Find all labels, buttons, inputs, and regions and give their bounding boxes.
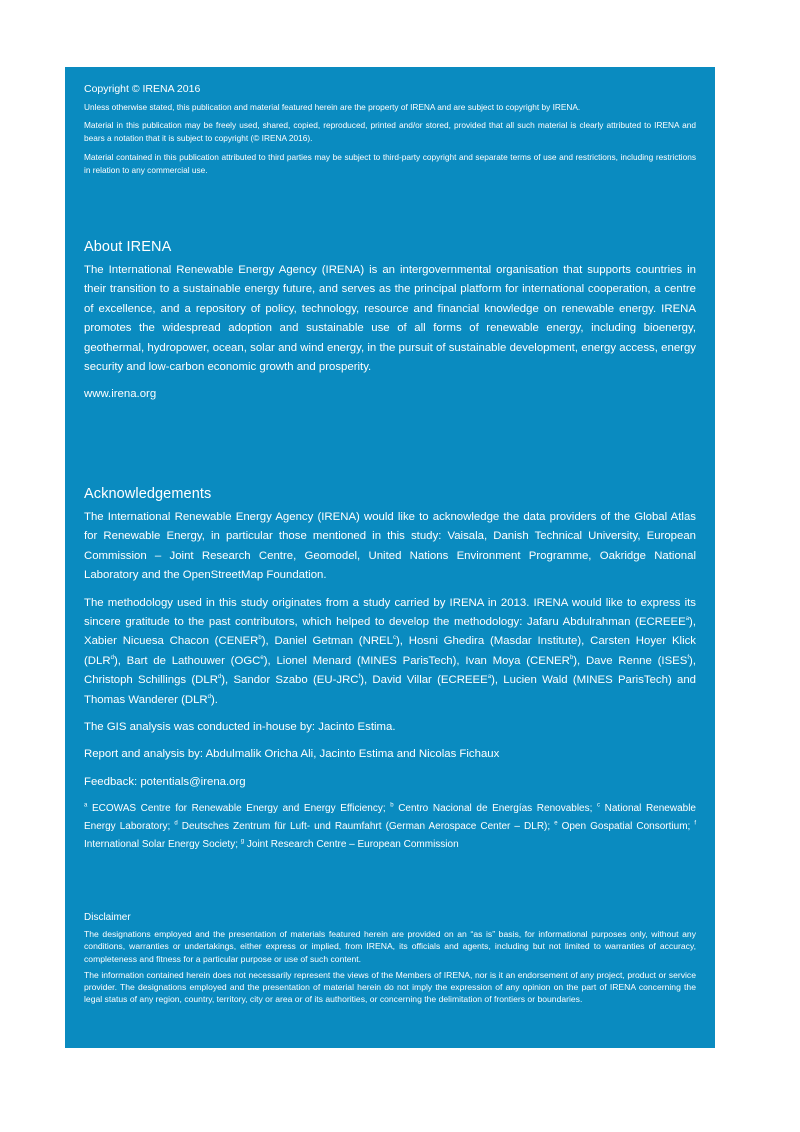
info-panel bbox=[65, 67, 715, 1048]
report-credit: Report and analysis by: Abdulmalik Oricha Ali, Jacinto Estima and Nicolas Fichaux bbox=[84, 748, 500, 761]
copyright-paragraph: Unless otherwise stated, this publication and material featured herein are the property of IRENA and are subject to copyright by IRENA. bbox=[84, 102, 581, 112]
acknowledgements-section bbox=[84, 486, 696, 854]
about-section bbox=[84, 239, 696, 405]
about-heading: About IRENA bbox=[84, 239, 172, 255]
about-paragraph: The International Renewable Energy Agency (IRENA) is an intergovernmental organisation that supports countries in their transition to a sustainable energy future, and serves as the principal platform for international cooperation, a centre of excellence, and a repository of policy, technology, resource and financial knowledge on renewable energy. IRENA promotes the widespread adoption and sustainable use of all forms of renewable energy, including bioenergy, geothermal, hydropower, ocean, solar and wind energy, in the pursuit of sustainable development, energy access, energy security and low-carbon economic growth and prosperity. bbox=[84, 264, 696, 374]
acknowledgements-heading: Acknowledgements bbox=[84, 486, 212, 502]
copyright-paragraph: Material in this publication may be freely used, shared, copied, reproduced, printed and/or stored, provided that all such material is clearly attributed to IRENA and bears a notation that it is subject to copyright (© IRENA 2016). bbox=[84, 120, 696, 144]
gis-credit: The GIS analysis was conducted in-house by: Jacinto Estima. bbox=[84, 721, 396, 734]
acknowledgements-paragraph: The International Renewable Energy Agency (IRENA) would like to acknowledge the data providers of the Global Atlas for Renewable Energy, in particular those mentioned in this study: Vaisala, Danish Technical University, European Commission – Joint Research Centre, Geomodel, United Nations Environment Programme, Oakridge National Laboratory and the OpenStreetMap Foundation. bbox=[84, 511, 696, 582]
disclaimer-paragraph: The designations employed and the presentation of materials featured herein are provided on an “as is” basis, for informational purposes only, without any conditions, warranties or undertakings, either express or implied, from IRENA, its officials and agents, including but not limited to warranties of accuracy, completeness and fitness for a particular purpose or use of such content. bbox=[84, 929, 696, 964]
affiliation-footnotes: $^a$ ECOWAS Centre for Renewable Energy and Energy Efficiency; $^b$ Centro Nacional de Energías Renovables; $^c$ National Renewable Energy Laboratory; $^d$ Deutsches Zentrum für Luft- und Raumfahrt (German Aerospace Center – DLR); $^e$ Open Gospatial Consortium; $^f$ International Solar Energy Society; $^g$ Joint Research Centre – European Commission bbox=[84, 802, 697, 851]
disclaimer-title: Disclaimer bbox=[84, 912, 131, 923]
disclaimer-section bbox=[84, 912, 696, 1010]
feedback-email[interactable]: Feedback: potentials@irena.org bbox=[84, 775, 246, 788]
copyright-title: Copyright © IRENA 2016 bbox=[84, 83, 201, 95]
copyright-section bbox=[84, 83, 696, 182]
website-link[interactable]: www.irena.org bbox=[84, 388, 157, 401]
contributors-paragraph: The methodology used in this study originates from a study carried by IRENA in 2013. IRENA would like to express its sincere gratitude to the past contributors, which helped to develop the methodology: Jafaru Abdulrahman (ECREEE$^a$), Xabier Nicuesa Chacon (CENER$^b$), Daniel Getman (NREL$^c$), Hosni Ghedira (Masdar Institute), Carsten Hoyer Klick (DLR$^d$), Bart de Lathouwer (OGC$^e$), Lionel Menard (MINES ParisTech), Ivan Moya (CENER$^b$), Dave Renne (ISES$^f$), Christoph Schillings (DLR$^d$), Sandor Szabo (EU-JRC$^f$), David Villar (ECREEE$^a$), Lucien Wald (MINES ParisTech) and Thomas Wanderer (DLR$^d$). bbox=[84, 596, 697, 706]
copyright-paragraph: Material contained in this publication attributed to third parties may be subject to third-party copyright and separate terms of use and restrictions, including restrictions in relation to any commercial use. bbox=[84, 151, 696, 175]
disclaimer-paragraph: The information contained herein does not necessarily represent the views of the Members of IRENA, nor is it an endorsement of any project, product or service provider. The designations employed and the presentation of material herein do not imply the expression of any opinion on the part of IRENA concerning the legal status of any region, country, territory, city or area or of its authorities, or concerning the delimitation of frontiers or boundaries. bbox=[84, 969, 696, 1005]
